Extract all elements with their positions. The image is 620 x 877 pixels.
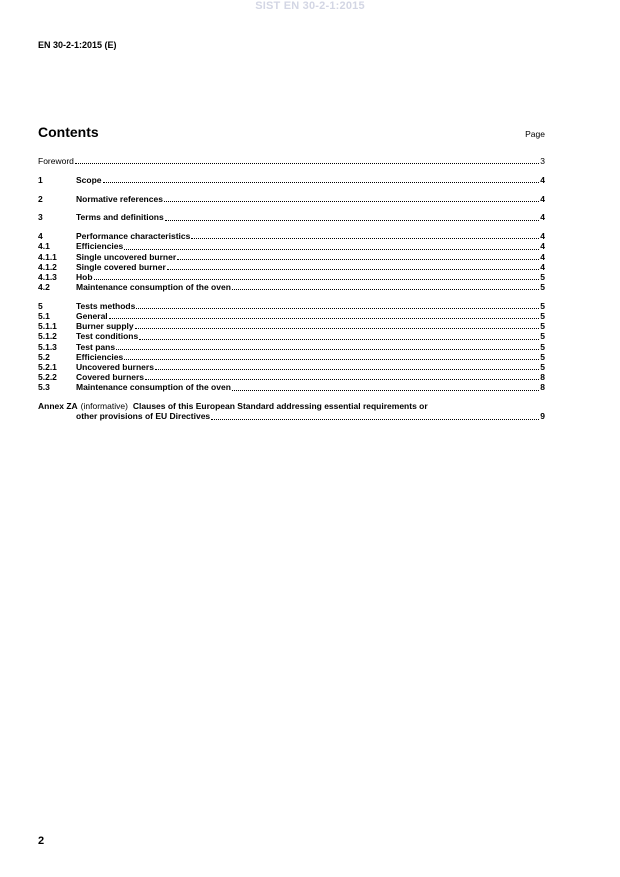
toc-number: 5.2.1: [38, 361, 57, 372]
page-column-label: Page: [525, 129, 545, 139]
toc-title: Foreword: [38, 156, 74, 166]
toc-page: 5: [540, 300, 545, 311]
annex-informative: (informative): [80, 401, 128, 412]
toc-page: 4: [540, 261, 545, 272]
toc-number: 3: [38, 212, 43, 223]
toc-page: 4: [540, 212, 545, 223]
toc-title: Maintenance consumption of the oven: [76, 382, 231, 393]
toc-title: Hob: [76, 271, 93, 282]
toc-title: Tests methods: [76, 300, 136, 311]
toc-number: 5.2.2: [38, 372, 57, 383]
toc-title: Scope: [76, 174, 102, 185]
toc-number: 5.1.1: [38, 321, 57, 332]
toc-page: 5: [540, 282, 545, 293]
toc-number: 5.3: [38, 382, 50, 393]
toc-page: 5: [540, 321, 545, 332]
toc-page: 5: [540, 311, 545, 322]
document-id: EN 30-2-1:2015 (E): [38, 40, 117, 50]
toc-entry[interactable]: [38, 175, 545, 185]
toc-title: Normative references: [76, 193, 163, 204]
toc-title: Maintenance consumption of the oven: [76, 282, 231, 293]
watermark: SIST EN 30-2-1:2015: [255, 0, 365, 12]
toc-leader-dots: [167, 261, 540, 270]
toc-leader-dots: [103, 174, 540, 183]
toc-page: 5: [540, 351, 545, 362]
toc-entry-foreword[interactable]: [38, 156, 545, 166]
toc-page: 9: [540, 411, 545, 422]
toc-page: 4: [540, 193, 545, 204]
toc-leader-dots: [136, 300, 539, 309]
toc-title: Single covered burner: [76, 261, 166, 272]
toc-leader-dots: [155, 361, 539, 370]
toc-page: 8: [540, 382, 545, 393]
toc-page: 4: [540, 174, 545, 185]
toc-number: 5.1.2: [38, 331, 57, 342]
toc-number: 5: [38, 300, 43, 311]
toc-number: 4.1.2: [38, 261, 57, 272]
toc-title: Covered burners: [76, 372, 145, 383]
toc-leader-dots: [165, 212, 540, 221]
toc-title: General: [76, 311, 108, 322]
toc-title: Burner supply: [76, 321, 134, 332]
toc-number: 1: [38, 174, 43, 185]
toc-page: 4: [540, 251, 545, 262]
toc-entry[interactable]: [38, 194, 545, 204]
toc-leader-dots: [94, 271, 540, 280]
toc-number: 4.1: [38, 241, 50, 252]
contents-title: Contents: [38, 124, 99, 140]
toc-leader-dots: [211, 411, 539, 420]
toc-leader-dots: [124, 351, 539, 360]
toc-entry[interactable]: [38, 282, 545, 292]
toc-number: 2: [38, 193, 43, 204]
toc-title: Performance characteristics: [76, 231, 191, 242]
toc-page: 5: [540, 331, 545, 342]
annex-title-line1: Clauses of this European Standard addressing essential requirements or: [132, 401, 428, 412]
table-of-contents: [38, 156, 545, 422]
toc-page: 4: [540, 241, 545, 252]
toc-page: 3: [540, 156, 545, 166]
page-number: 2: [38, 835, 45, 847]
toc-leader-dots: [177, 251, 539, 260]
annex-label: Annex ZA: [38, 401, 78, 412]
toc-title: Efficiencies: [76, 351, 124, 362]
toc-title: Uncovered burners: [76, 361, 154, 372]
toc-leader-dots: [191, 230, 539, 239]
toc-entry-annex-za[interactable]: [38, 401, 545, 421]
toc-page: 5: [540, 271, 545, 282]
toc-title: Efficiencies: [76, 241, 124, 252]
toc-leader-dots: [116, 341, 539, 350]
toc-number: 5.1: [38, 311, 50, 322]
toc-number: 4: [38, 231, 43, 242]
toc-leader-dots: [124, 241, 539, 250]
toc-leader-dots: [109, 310, 540, 319]
toc-page: 4: [540, 231, 545, 242]
toc-number: 5.2: [38, 351, 50, 362]
toc-entry[interactable]: [38, 212, 545, 222]
toc-leader-dots: [75, 155, 539, 164]
toc-leader-dots: [145, 371, 539, 380]
toc-leader-dots: [139, 331, 539, 340]
toc-title: Test conditions: [76, 331, 139, 342]
toc-page: 8: [540, 372, 545, 383]
toc-leader-dots: [164, 193, 539, 202]
toc-page: 5: [540, 341, 545, 352]
toc-entry[interactable]: [38, 382, 545, 392]
annex-title-line2: other provisions of EU Directives: [76, 411, 211, 422]
toc-title: Single uncovered burner: [76, 251, 177, 262]
toc-leader-dots: [135, 320, 540, 329]
toc-leader-dots: [232, 382, 539, 391]
toc-page: 5: [540, 361, 545, 372]
toc-leader-dots: [232, 281, 539, 290]
toc-number: 4.1.3: [38, 271, 57, 282]
toc-title: Terms and definitions: [76, 212, 164, 223]
toc-number: 4.2: [38, 282, 50, 293]
toc-number: 4.1.1: [38, 251, 57, 262]
toc-title: Test pans: [76, 341, 116, 352]
toc-number: 5.1.3: [38, 341, 57, 352]
